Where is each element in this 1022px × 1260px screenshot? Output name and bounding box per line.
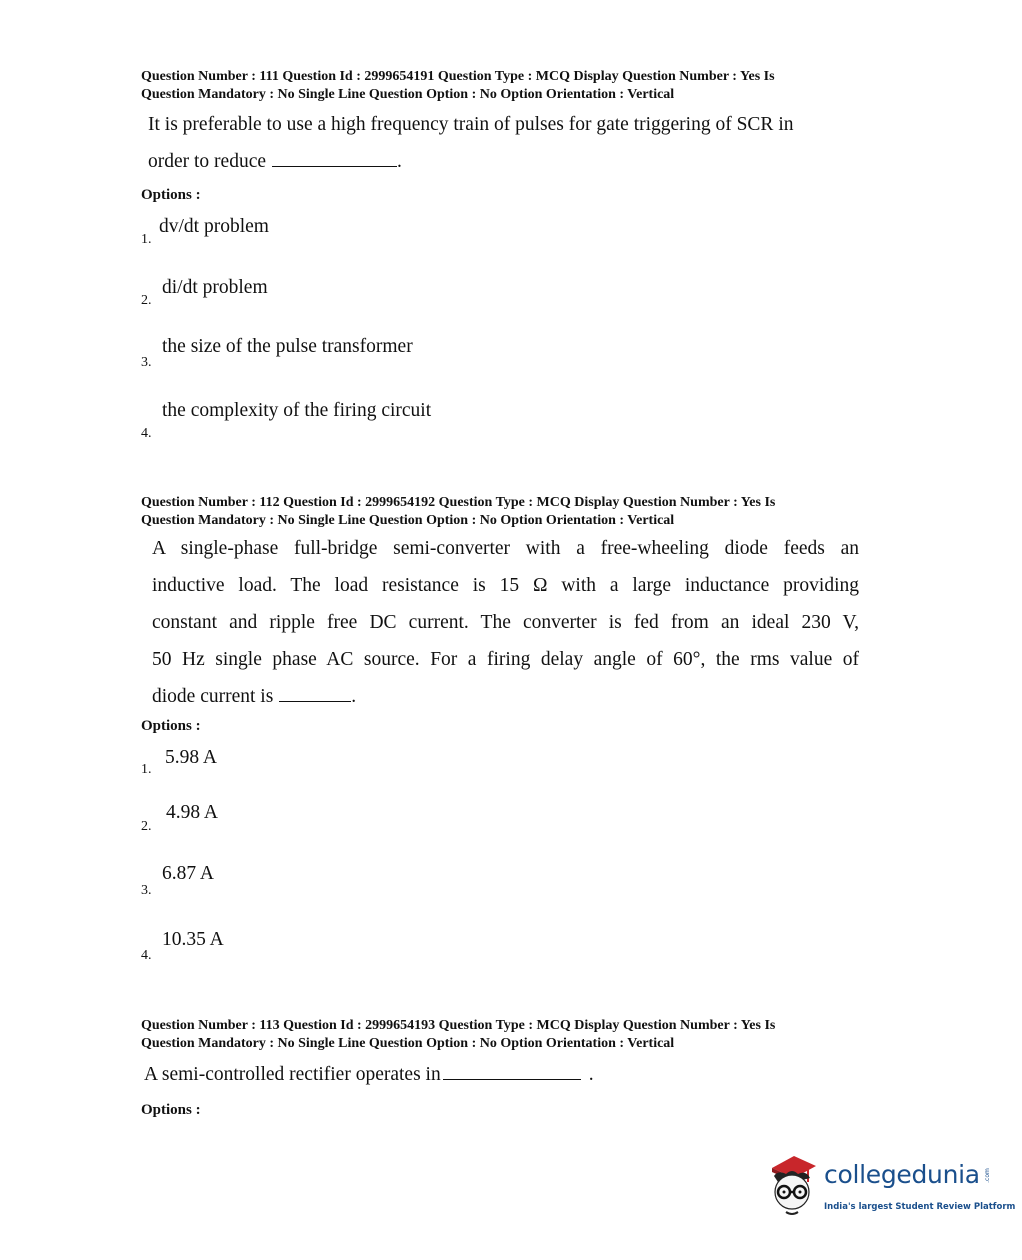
options-label: Options : <box>141 718 201 734</box>
brand-tagline: India's largest Student Review Platform <box>824 1202 1016 1212</box>
option-text[interactable]: di/dt problem <box>162 277 268 298</box>
question-113-stem: A semi-controlled rectifier operates in . <box>144 1064 594 1085</box>
option-number: 2. <box>141 293 152 308</box>
option-number: 2. <box>141 819 152 834</box>
option-text[interactable]: 10.35 A <box>162 929 224 950</box>
brand-suffix: .com <box>983 1168 991 1183</box>
option-text[interactable]: 4.98 A <box>166 802 219 823</box>
option-number: 4. <box>141 426 152 441</box>
question-111-meta: Question Number : 111 Question Id : 2999654191 Question Type : MCQ Display Question Number : Yes Is Question Mandatory : No Single Line Question Option : No Option Orientation : Vertical <box>141 69 775 102</box>
options-label: Options : <box>141 187 201 203</box>
question-111-stem: It is preferable to use a high frequency train of pulses for gate triggering of SCR in order to reduce . <box>148 114 794 172</box>
answer-blank <box>279 686 351 702</box>
options-label: Options : <box>141 1102 201 1118</box>
option-number: 3. <box>141 355 152 370</box>
question-112-meta: Question Number : 112 Question Id : 2999654192 Question Type : MCQ Display Question Number : Yes Is Question Mandatory : No Single Line Question Option : No Option Orientation : Vertical <box>141 495 776 528</box>
option-text[interactable]: 5.98 A <box>165 747 218 768</box>
question-112-stem: A single-phase full-bridge semi-converter with a free-wheeling diode feeds an inductive load. The load resistance is 15 Ω with a large inductance providing constant and ripple free DC current. The converter is fed from an ideal 230 V, 50 Hz single phase AC source. For a firing delay angle of 60°, the rms value of diode current is . <box>152 538 859 707</box>
collegedunia-logo <box>764 1152 1016 1222</box>
graduate-mascot-icon <box>764 1152 824 1224</box>
option-number: 1. <box>141 232 152 247</box>
answer-blank <box>443 1064 581 1080</box>
option-number: 3. <box>141 883 152 898</box>
answer-blank <box>272 151 397 167</box>
option-text[interactable]: the size of the pulse transformer <box>162 336 413 357</box>
option-text[interactable]: the complexity of the firing circuit <box>162 400 432 421</box>
option-number: 1. <box>141 762 152 777</box>
option-number: 4. <box>141 948 152 963</box>
option-text[interactable]: dv/dt problem <box>159 216 269 237</box>
question-113-meta: Question Number : 113 Question Id : 2999654193 Question Type : MCQ Display Question Number : Yes Is Question Mandatory : No Single Line Question Option : No Option Orientation : Vertical <box>141 1018 776 1051</box>
brand-name: collegedunia <box>824 1160 980 1189</box>
option-text[interactable]: 6.87 A <box>162 863 215 884</box>
